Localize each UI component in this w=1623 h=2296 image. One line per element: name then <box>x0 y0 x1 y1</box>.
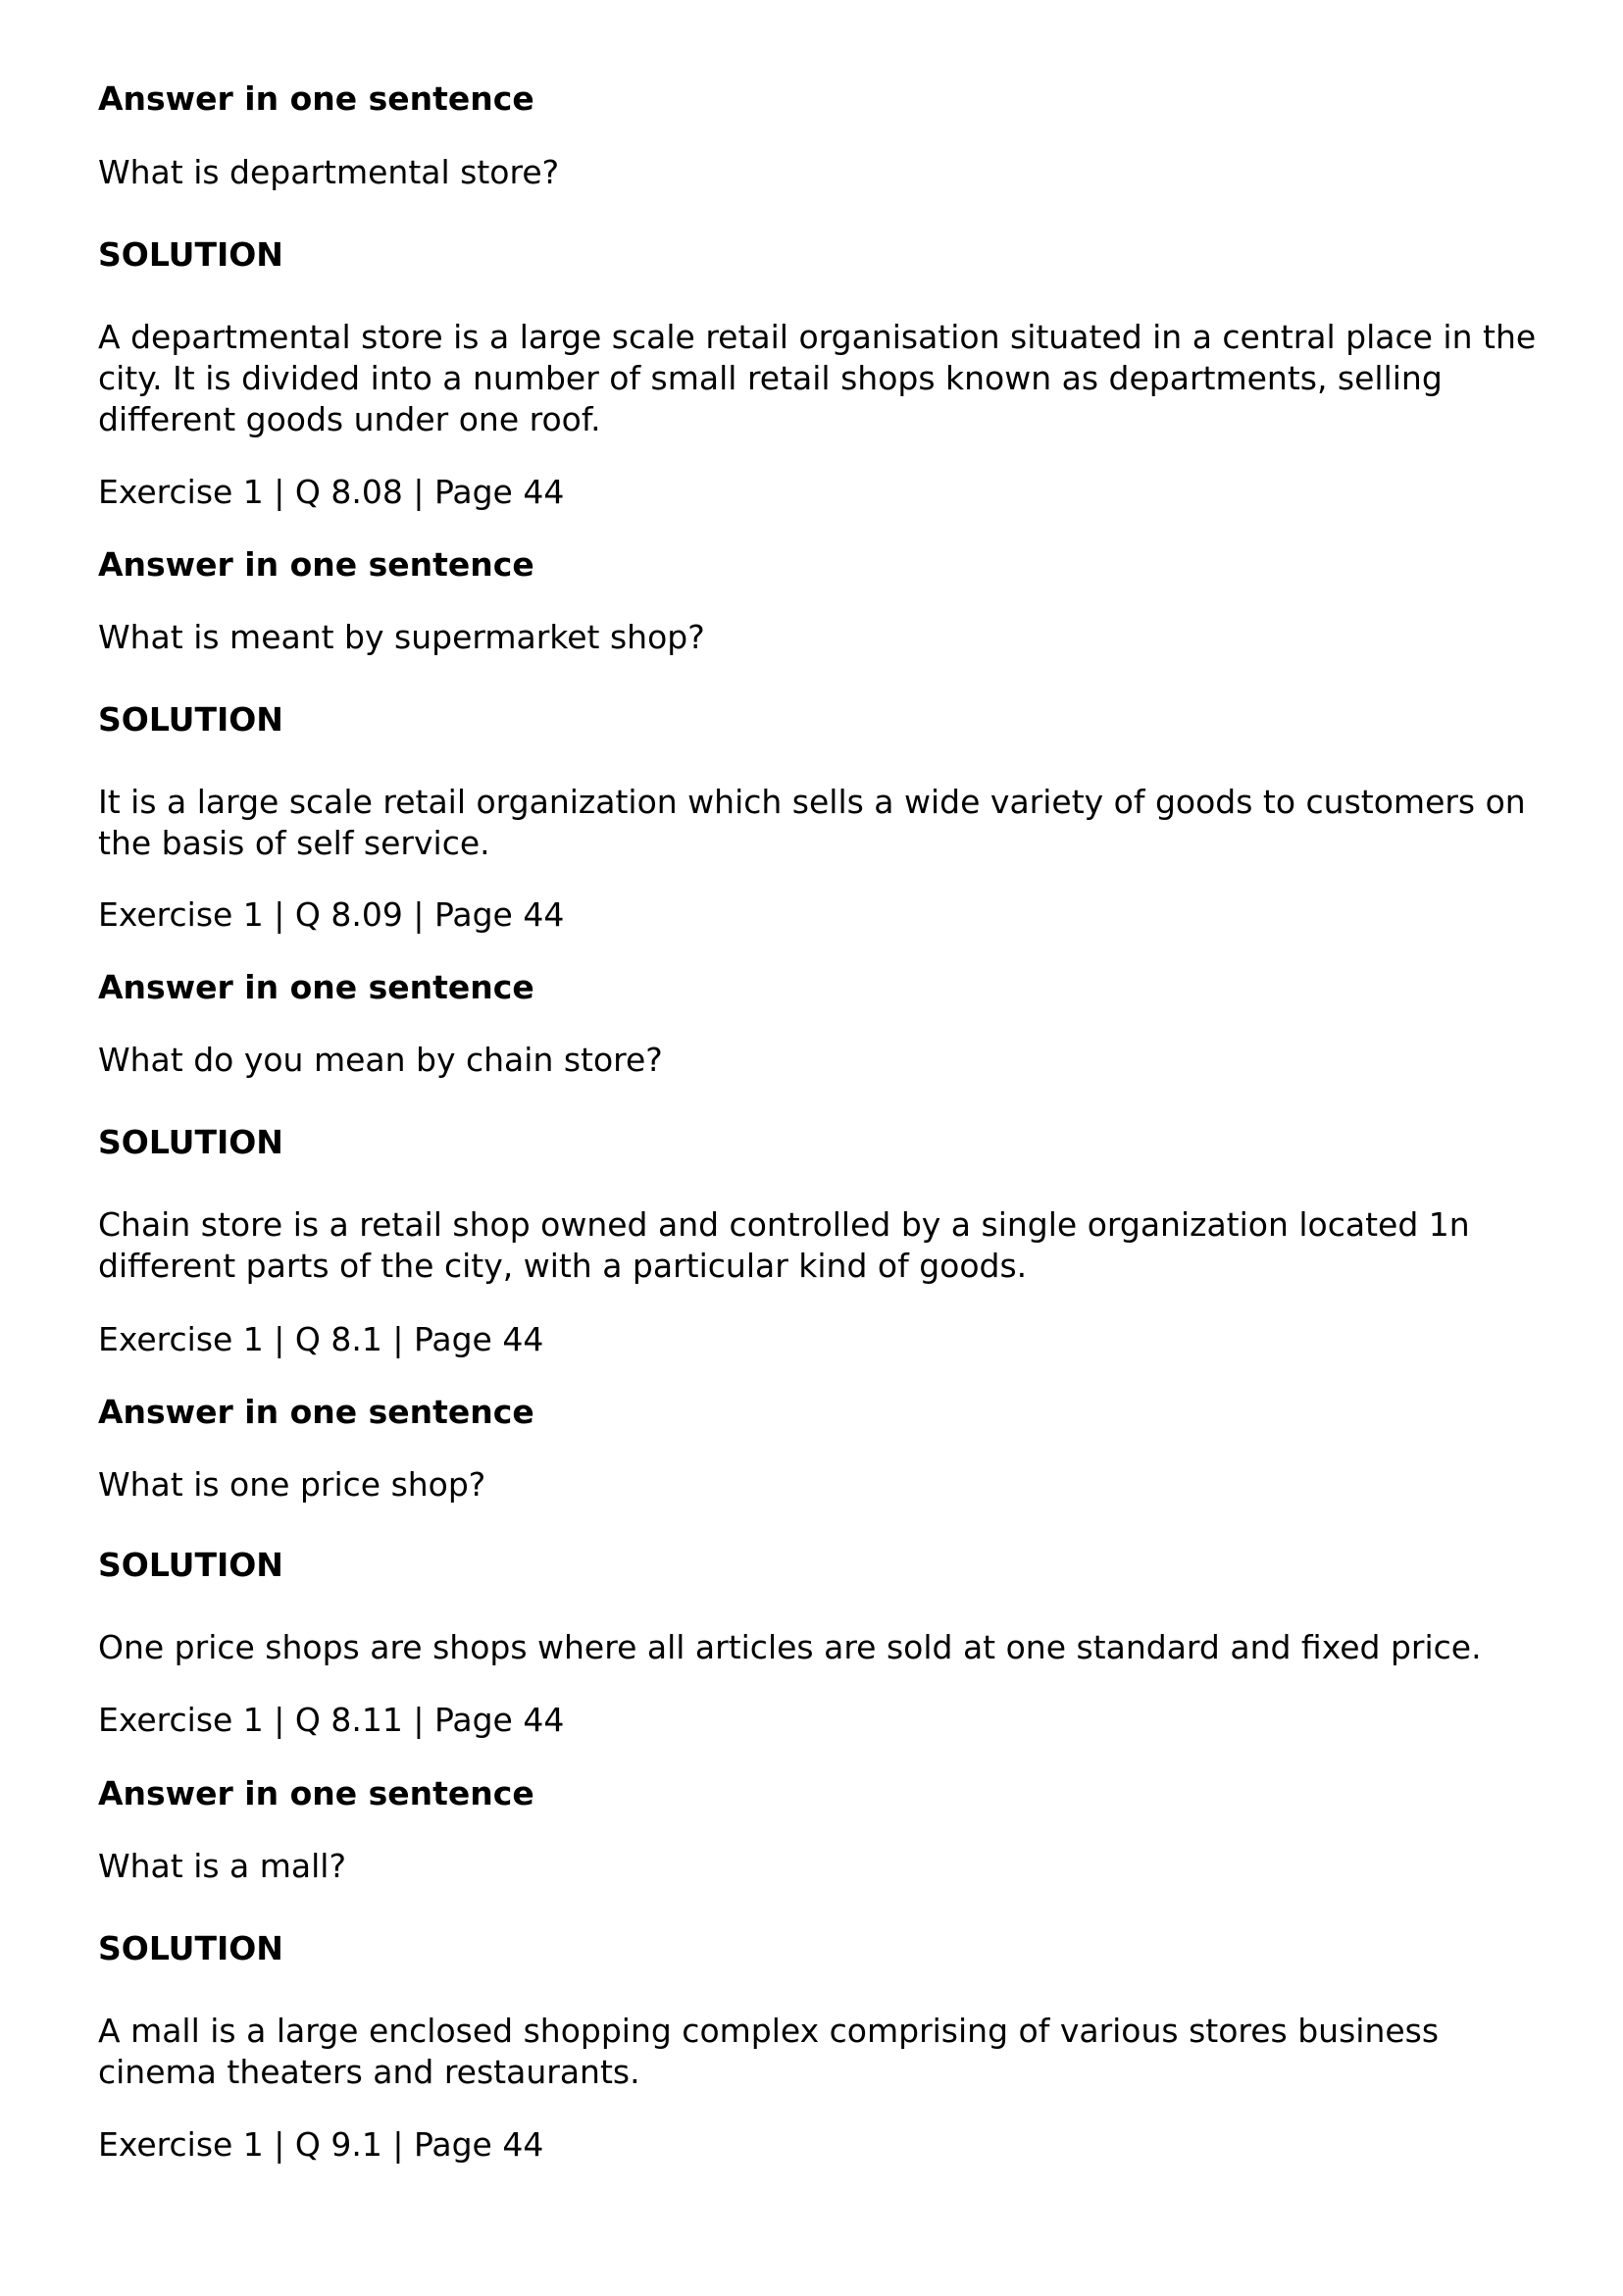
answer-line: the basis of self service. <box>98 824 490 862</box>
answer-paragraph <box>98 2011 1549 2093</box>
solution-label: SOLUTION <box>98 235 283 274</box>
answer-line: It is a large scale retail organization which sells a wide variety of goods to customers on <box>98 783 1526 821</box>
answer-paragraph <box>98 317 1549 440</box>
solution-label: SOLUTION <box>98 1123 283 1161</box>
exercise-reference: Exercise 1 | Q 8.09 | Page 44 <box>98 895 565 934</box>
block-heading: Answer in one sentence <box>98 968 534 1006</box>
answer-line: Chain store is a retail shop owned and controlled by a single organization located 1n <box>98 1205 1470 1244</box>
answer-paragraph <box>98 1627 1549 1668</box>
answer-line: different goods under one roof. <box>98 400 601 438</box>
answer-line: One price shops are shops where all articles are sold at one standard and fixed price. <box>98 1628 1482 1666</box>
question-text: What is departmental store? <box>98 153 560 191</box>
block-heading: Answer in one sentence <box>98 1393 534 1431</box>
answer-line: A departmental store is a large scale retail organisation situated in a central place in the <box>98 318 1537 356</box>
block-heading: Answer in one sentence <box>98 545 534 584</box>
answer-line: city. It is divided into a number of small retail shops known as departments, selling <box>98 359 1443 397</box>
block-heading: Answer in one sentence <box>98 1774 534 1812</box>
block-heading: Answer in one sentence <box>98 79 534 118</box>
solution-label: SOLUTION <box>98 700 283 739</box>
answer-line: cinema theaters and restaurants. <box>98 2053 640 2091</box>
answer-paragraph <box>98 1204 1549 1287</box>
solution-label: SOLUTION <box>98 1929 283 1967</box>
exercise-reference: Exercise 1 | Q 8.11 | Page 44 <box>98 1701 565 1739</box>
question-text: What do you mean by chain store? <box>98 1041 663 1079</box>
answer-paragraph <box>98 782 1549 864</box>
exercise-reference: Exercise 1 | Q 8.08 | Page 44 <box>98 473 565 511</box>
exercise-reference: Exercise 1 | Q 8.1 | Page 44 <box>98 1320 544 1358</box>
question-text: What is a mall? <box>98 1847 346 1885</box>
answer-line: different parts of the city, with a particular kind of goods. <box>98 1247 1028 1285</box>
solution-label: SOLUTION <box>98 1546 283 1584</box>
question-text: What is meant by supermarket shop? <box>98 618 705 656</box>
exercise-reference: Exercise 1 | Q 9.1 | Page 44 <box>98 2125 544 2164</box>
answer-line: A mall is a large enclosed shopping complex comprising of various stores business <box>98 2012 1440 2050</box>
question-text: What is one price shop? <box>98 1465 486 1504</box>
